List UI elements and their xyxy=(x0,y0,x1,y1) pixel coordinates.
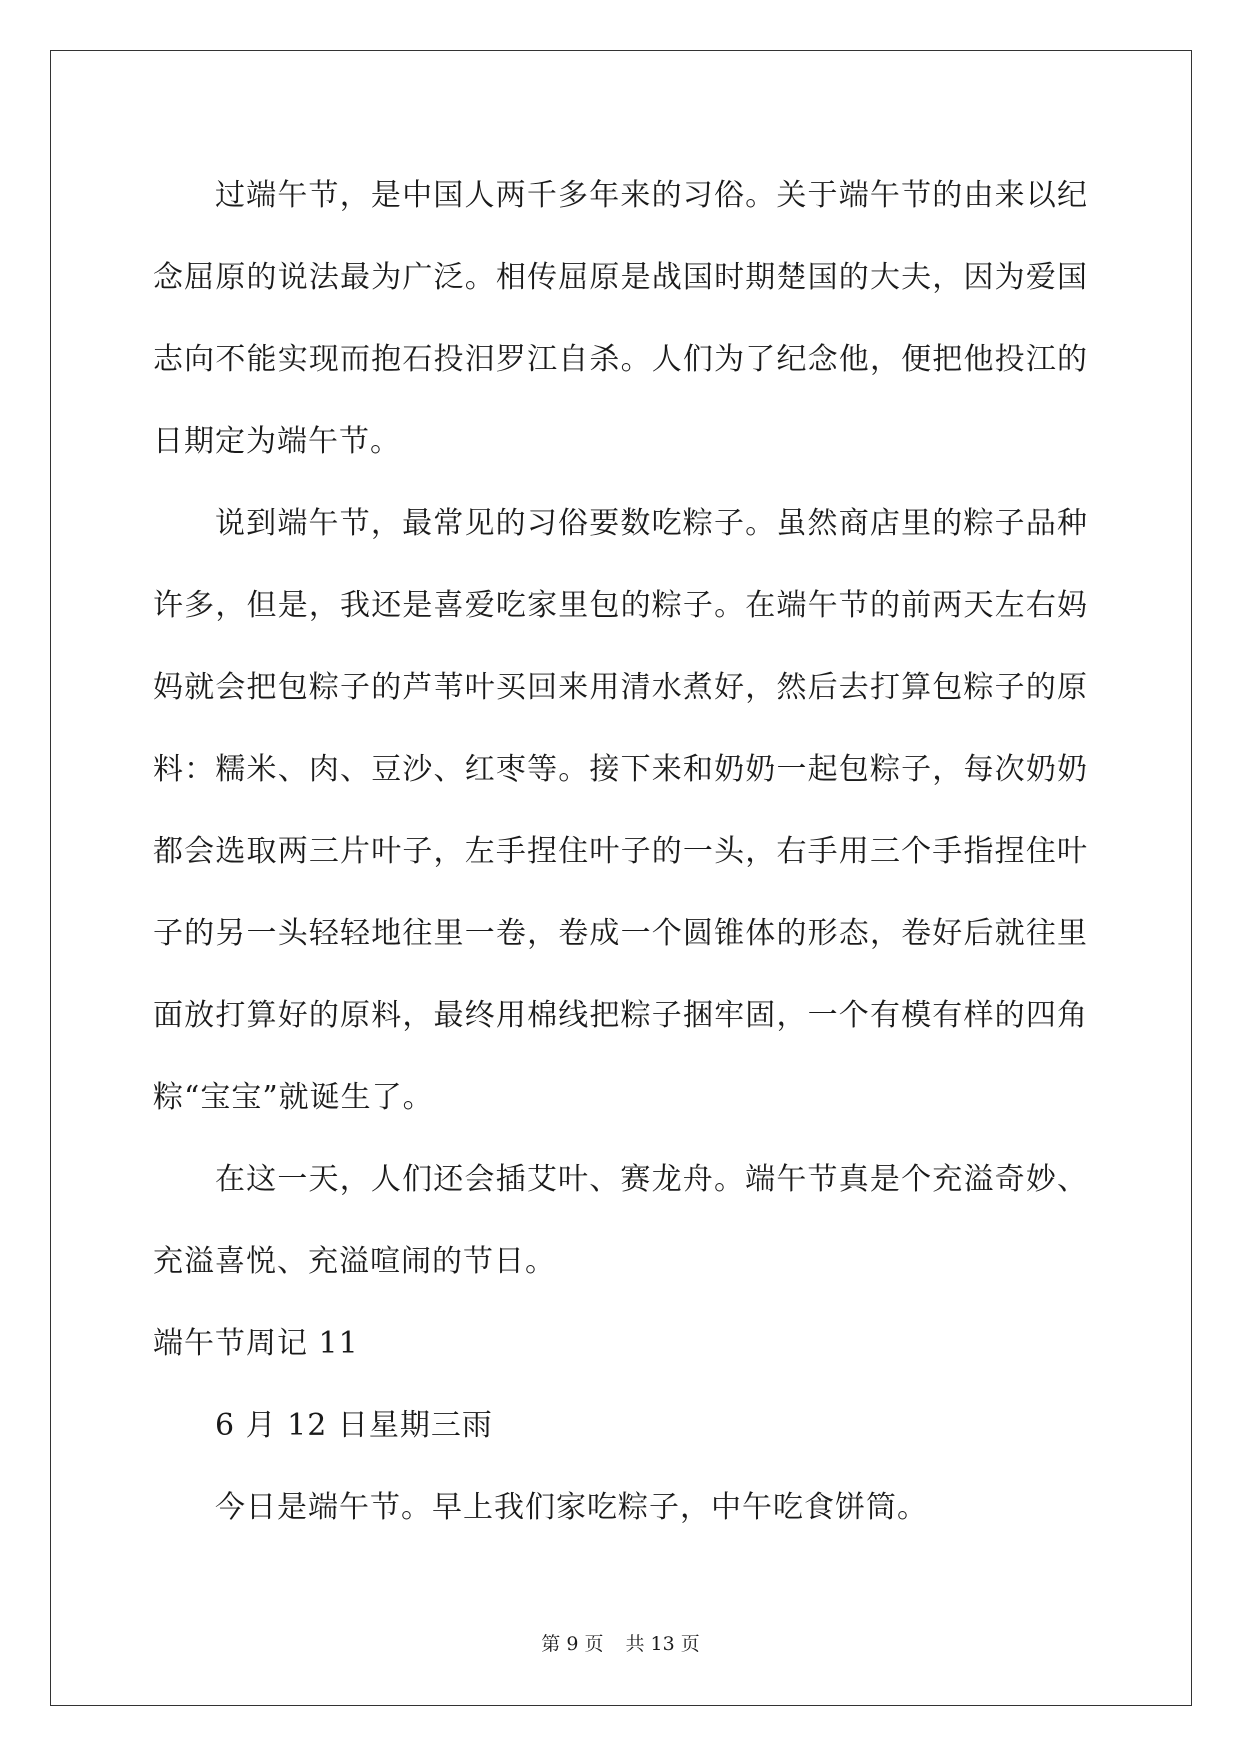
paragraph-zongzi: 说到端午节，最常见的习俗要数吃粽子。虽然商店里的粽子品种许多，但是，我还是喜爱吃家里包的粽子。在端午节的前两天左右妈妈就会把包粽子的芦苇叶买回来用清水煮好，然后去打算包粽子的原料：糯米、肉、豆沙、红枣等。接下来和奶奶一起包粽子，每次奶奶都会选取两三片叶子，左手捏住叶子的一头，右手用三个手指捏住叶子的另一头轻轻地往里一卷，卷成一个圆锥体的形态，卷好后就往里面放打算好的原料，最终用棉线把粽子捆牢固，一个有模有样的四角粽“宝宝”就诞生了。 xyxy=(153,506,1088,1115)
document-body xyxy=(153,155,1088,1549)
section-title: 端午节周记 11 xyxy=(153,1326,359,1361)
page-number: 第 9 页 xyxy=(541,1633,604,1655)
page-footer xyxy=(0,1632,1241,1656)
date-line: 6 月 12 日星期三雨 xyxy=(215,1408,493,1443)
paragraph-today: 今日是端午节。早上我们家吃粽子，中午吃食饼筒。 xyxy=(215,1490,928,1525)
paragraph-origin: 过端午节，是中国人两千多年来的习俗。关于端午节的由来以纪念屈原的说法最为广泛。相传屈原是战国时期楚国的大夫，因为爱国志向不能实现而抱石投汨罗江自杀。人们为了纪念他，便把他投江的日期定为端午节。 xyxy=(153,178,1088,459)
page-total: 共 13 页 xyxy=(625,1633,700,1655)
paragraph-customs: 在这一天，人们还会插艾叶、赛龙舟。端午节真是个充溢奇妙、充溢喜悦、充溢喧闹的节日。 xyxy=(153,1162,1088,1279)
